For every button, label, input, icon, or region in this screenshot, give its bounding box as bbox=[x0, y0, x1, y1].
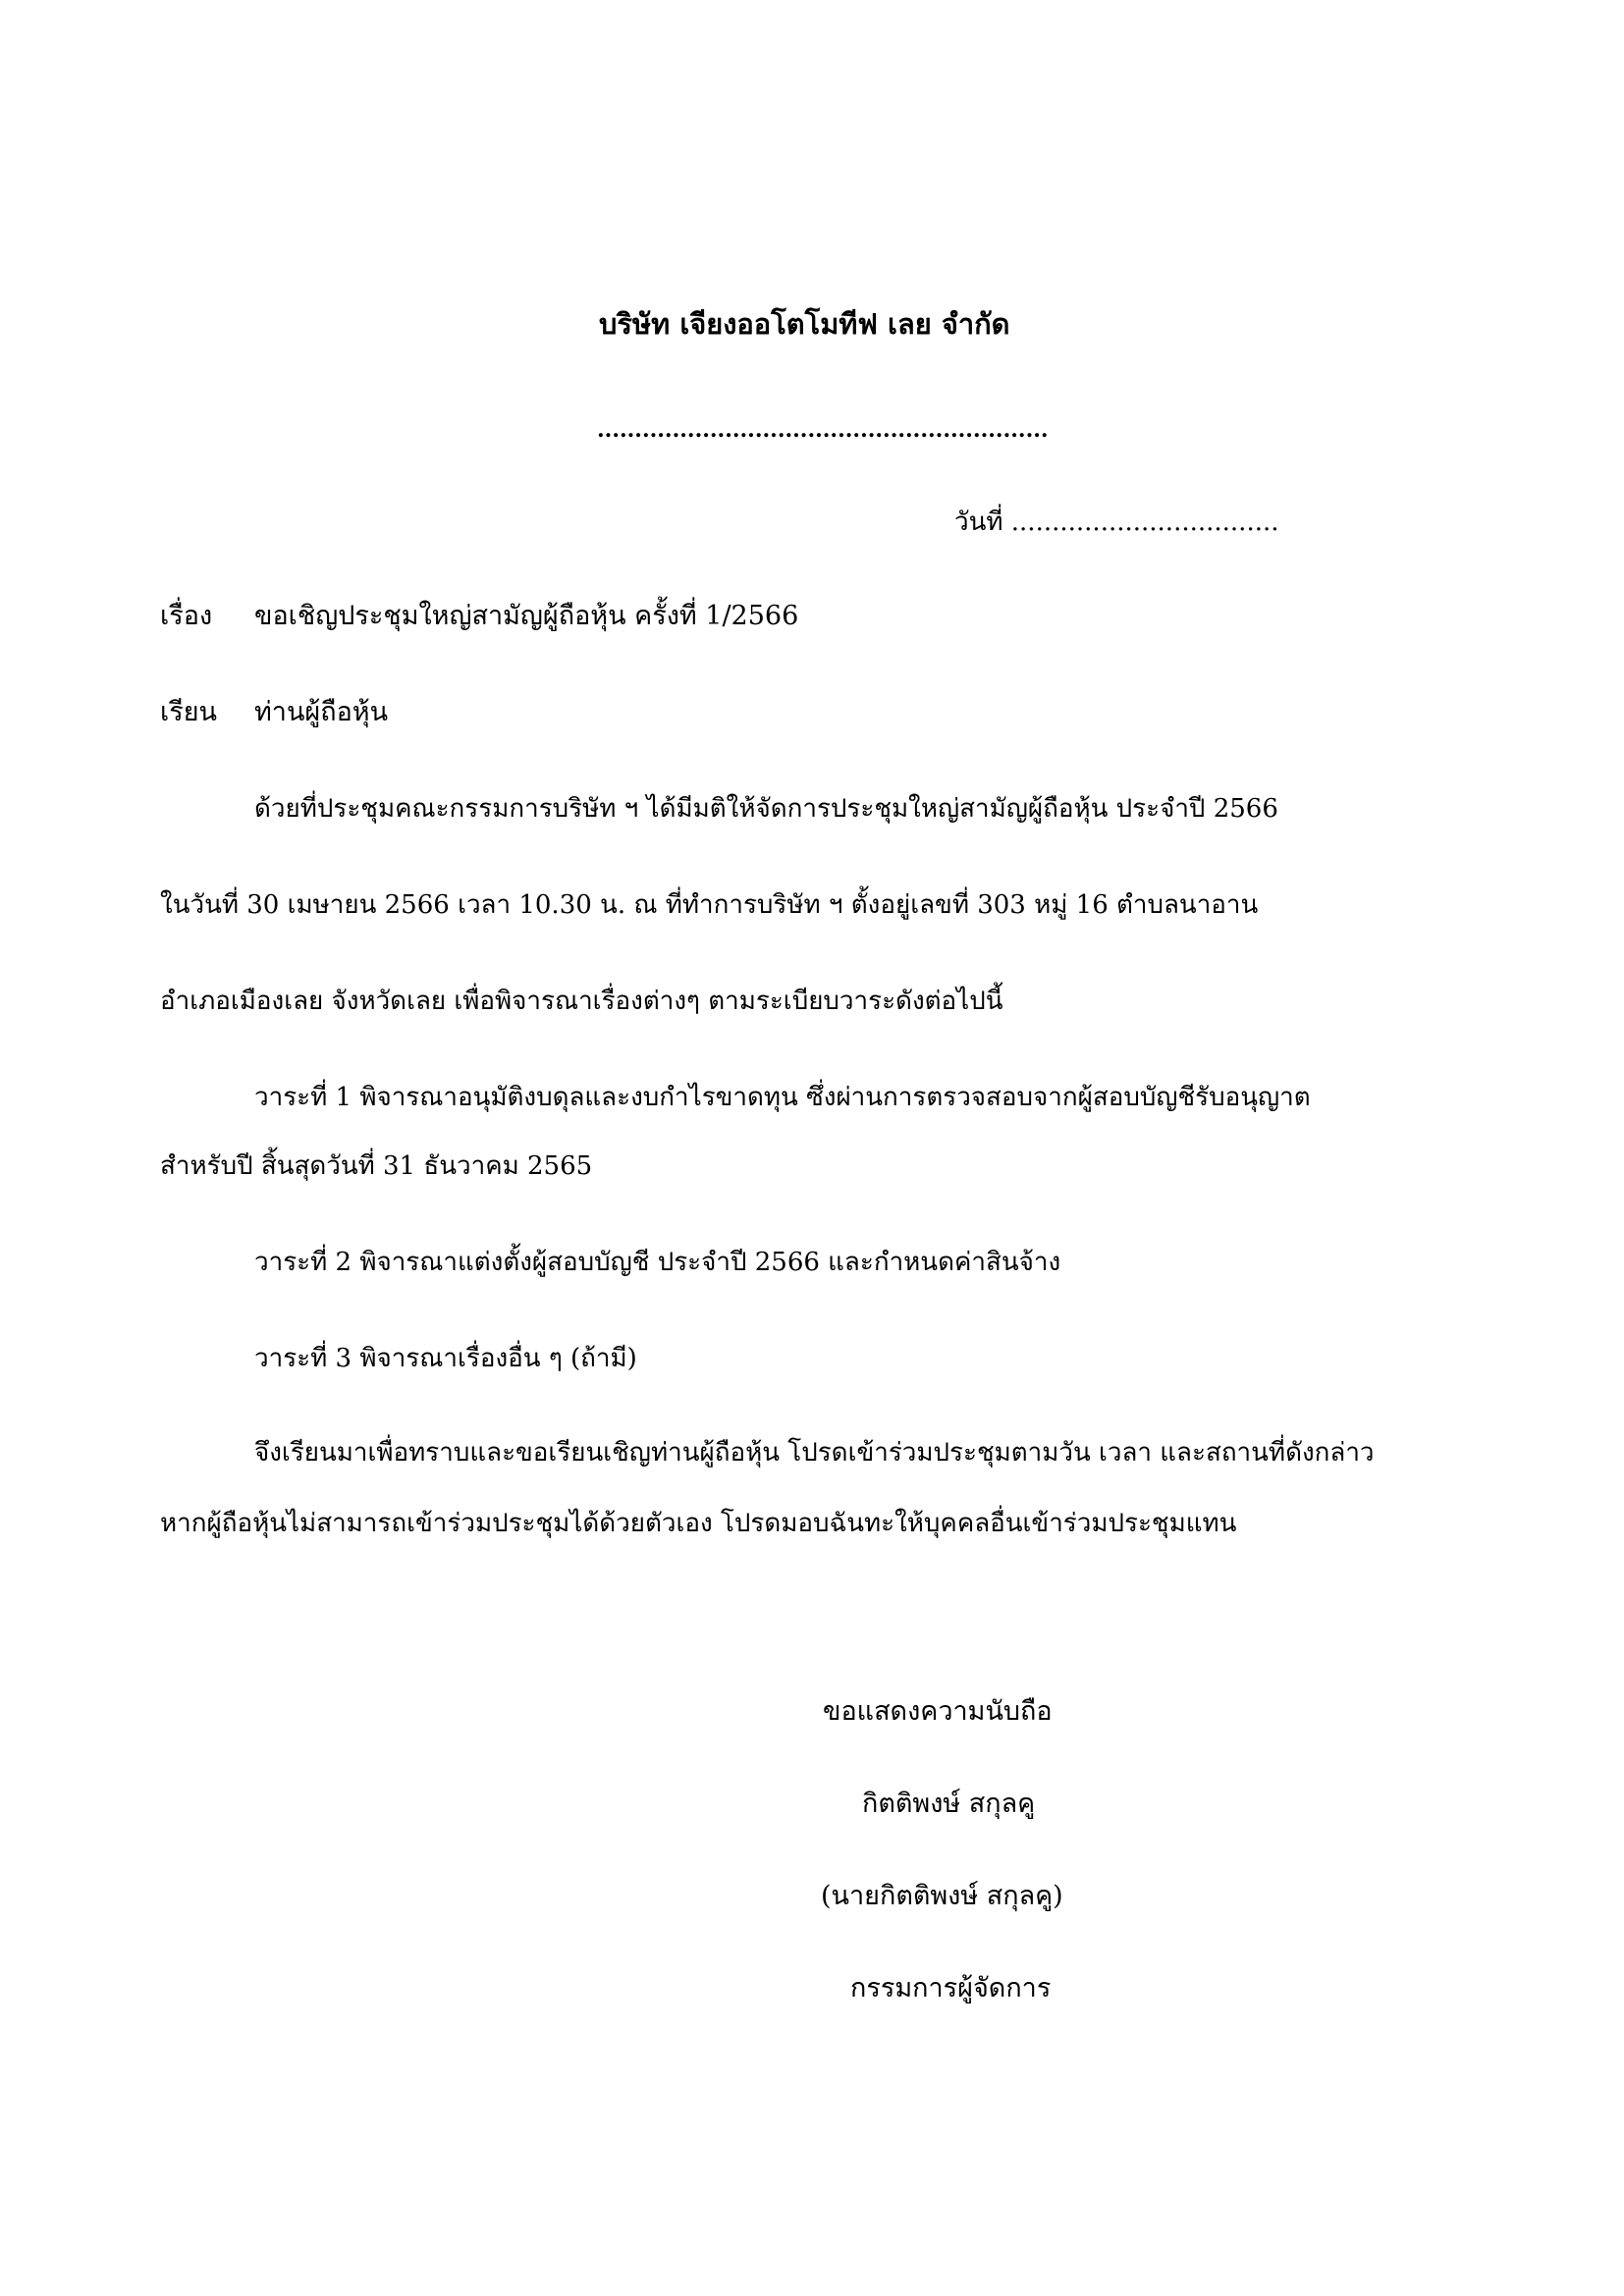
closing-paragraph-line: จึงเรียนมาเพื่อทราบและขอเรียนเชิญท่านผู้ถือหุ้น โปรดเข้าร่วมประชุมตามวัน เวลา และสถานที่ดังกล่าว bbox=[254, 1438, 1375, 1468]
signature-position: กรรมการผู้จัดการ bbox=[850, 1973, 1052, 2003]
recipient-label: เรียน bbox=[160, 697, 218, 727]
recipient-line bbox=[160, 693, 388, 732]
agenda-item-1-continuation: สำหรับปี สิ้นสุดวันที่ 31 ธันวาคม 2565 bbox=[160, 1151, 593, 1181]
signature-regards: ขอแสดงความนับถือ bbox=[823, 1696, 1053, 1727]
intro-paragraph-line: ในวันที่ 30 เมษายน 2566 เวลา 10.30 น. ณ ที่ทำการบริษัท ฯ ตั้งอยู่เลขที่ 303 หมู่ 16 ตำบลนาอาน bbox=[160, 890, 1259, 920]
closing-paragraph-line: หากผู้ถือหุ้นไม่สามารถเข้าร่วมประชุมได้ด้วยตัวเอง โปรดมอบฉันทะให้บุคคลอื่นเข้าร่วมประชุมแทน bbox=[160, 1509, 1237, 1538]
recipient-text: ท่านผู้ถือหุ้น bbox=[254, 697, 389, 727]
date-line: วันที่ ................................. bbox=[954, 507, 1279, 537]
address-placeholder: ............................................................ bbox=[597, 417, 1049, 443]
intro-paragraph-line: อำเภอเมืองเลย จังหวัดเลย เพื่อพิจารณาเรื่องต่างๆ ตามระเบียบวาระดังต่อไปนี้ bbox=[160, 987, 1003, 1016]
signature-full-name: (นายกิตติพงษ์ สกุลคู) bbox=[821, 1881, 1063, 1911]
subject-label: เรื่อง bbox=[160, 601, 213, 631]
signature-signed-name: กิตติพงษ์ สกุลคู bbox=[862, 1789, 1036, 1819]
agenda-item-2: วาระที่ 2 พิจารณาแต่งตั้งผู้สอบบัญชี ประจำปี 2566 และกำหนดค่าสินจ้าง bbox=[254, 1248, 1061, 1277]
intro-paragraph-line: ด้วยที่ประชุมคณะกรรมการบริษัท ฯ ได้มีมติให้จัดการประชุมใหญ่สามัญผู้ถือหุ้น ประจำปี 2566 bbox=[254, 794, 1278, 824]
agenda-item-1: วาระที่ 1 พิจารณาอนุมัติงบดุลและงบกำไรขาดทุน ซึ่งผ่านการตรวจสอบจากผู้สอบบัญชีรับอนุญาต bbox=[254, 1083, 1311, 1112]
company-name: บริษัท เจียงออโตโมทีฟ เลย จำกัด bbox=[599, 307, 1010, 341]
subject-text: ขอเชิญประชุมใหญ่สามัญผู้ถือหุ้น ครั้งที่ 1/2566 bbox=[254, 601, 799, 631]
agenda-item-3: วาระที่ 3 พิจารณาเรื่องอื่น ๆ (ถ้ามี) bbox=[254, 1344, 637, 1373]
subject-line bbox=[160, 597, 798, 636]
